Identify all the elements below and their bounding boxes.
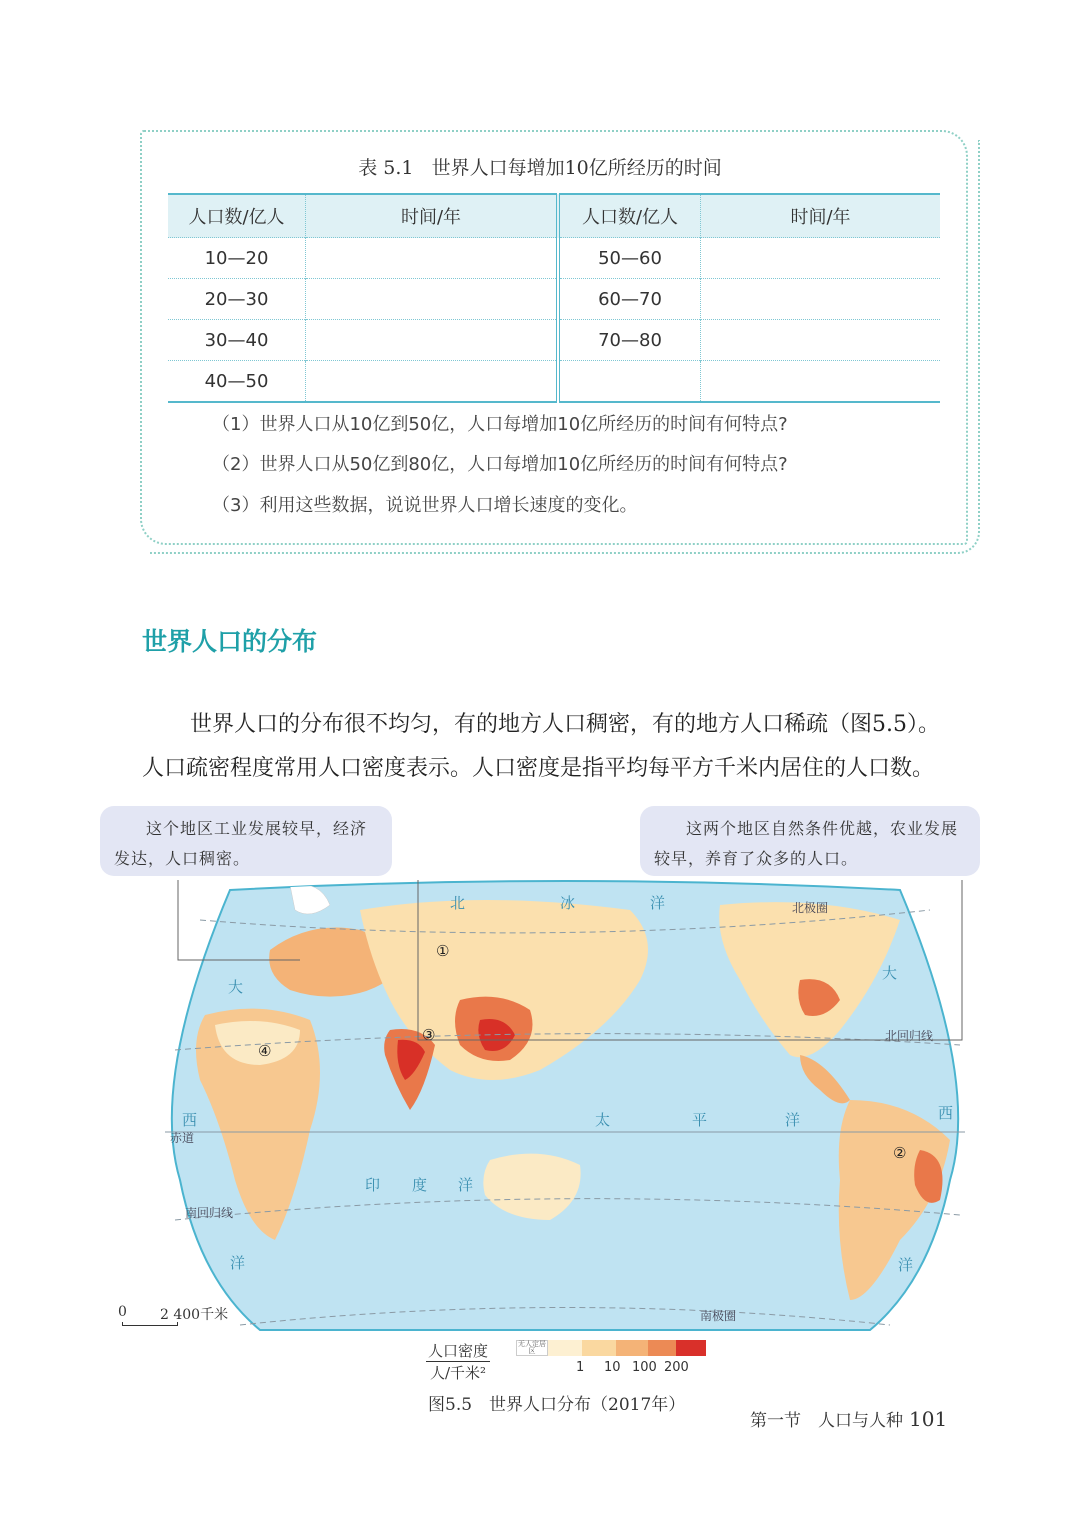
legend-title-top: 人口密度 bbox=[428, 1342, 489, 1360]
label-yang-pac: 洋 bbox=[785, 1111, 801, 1129]
legend-title-bottom: 人/千米² bbox=[429, 1364, 487, 1382]
label-bing: 冰 bbox=[560, 894, 576, 912]
table-header-cell: 时间/年 bbox=[701, 194, 941, 238]
table-cell bbox=[701, 320, 941, 361]
legend-tick-200: 200 bbox=[664, 1360, 689, 1375]
table-cell: 30—40 bbox=[168, 320, 306, 361]
table-cell bbox=[306, 361, 559, 403]
label-yang-right: 洋 bbox=[898, 1256, 914, 1274]
table-cell: 60—70 bbox=[558, 279, 701, 320]
marker-1: ① bbox=[436, 942, 450, 960]
table-cell bbox=[701, 361, 941, 403]
section-title: 世界人口的分布 bbox=[142, 627, 318, 656]
callout-left: 这个地区工业发展较早，经济发达，人口稠密。 bbox=[100, 806, 392, 876]
population-table bbox=[168, 193, 940, 403]
legend-swatch-5 bbox=[676, 1340, 706, 1356]
label-du: 度 bbox=[412, 1176, 428, 1194]
table-cell: 20—30 bbox=[168, 279, 306, 320]
label-north: 北 bbox=[450, 894, 466, 912]
table-caption bbox=[0, 153, 1080, 180]
legend-swatch-2 bbox=[582, 1340, 616, 1356]
table-cell: 10—20 bbox=[168, 238, 306, 279]
callout-right: 这两个地区自然条件优越，农业发展较早，养育了众多的人口。 bbox=[640, 806, 980, 876]
legend-swatch-1 bbox=[548, 1340, 582, 1356]
table-header-cell: 人口数/亿人 bbox=[168, 194, 306, 238]
question-2: （2）世界人口从50亿到80亿，人口每增加10亿所经历的时间有何特点? bbox=[212, 454, 788, 475]
table-cell: 70—80 bbox=[558, 320, 701, 361]
marker-4: ④ bbox=[258, 1042, 272, 1060]
question-1: （1）世界人口从10亿到50亿，人口每增加10亿所经历的时间有何特点? bbox=[212, 414, 788, 435]
legend-swatch-4 bbox=[648, 1340, 676, 1356]
world-population-map bbox=[160, 880, 970, 1335]
legend-title bbox=[426, 1340, 490, 1383]
table-cell bbox=[306, 320, 559, 361]
label-yang-left: 洋 bbox=[230, 1254, 246, 1272]
page-footer bbox=[750, 1406, 947, 1431]
legend-swatch-3 bbox=[616, 1340, 648, 1356]
table-cell bbox=[558, 361, 701, 403]
figure-caption: 图5.5 世界人口分布（2017年） bbox=[428, 1395, 686, 1415]
label-yang-ind: 洋 bbox=[458, 1176, 474, 1194]
table-row bbox=[168, 320, 940, 361]
label-tropic-capricorn: 南回归线 bbox=[185, 1206, 234, 1220]
table-cell bbox=[306, 279, 559, 320]
table-cell: 50—60 bbox=[558, 238, 701, 279]
marker-2: ② bbox=[893, 1144, 907, 1162]
label-xi-right: 西 bbox=[938, 1104, 954, 1122]
label-ping: 平 bbox=[692, 1111, 708, 1129]
label-arctic-circle: 北极圈 bbox=[792, 901, 829, 915]
paragraph-line-1: 世界人口的分布很不均匀，有的地方人口稠密，有的地方人口稀疏（图5.5）。 bbox=[190, 712, 940, 737]
footer-section: 第一节 人口与人种 bbox=[750, 1411, 903, 1431]
table-cell bbox=[701, 238, 941, 279]
label-yin: 印 bbox=[365, 1176, 381, 1194]
label-xi-left: 西 bbox=[182, 1111, 198, 1129]
table-caption-label: 表 5.1 bbox=[358, 157, 414, 179]
label-tai: 太 bbox=[595, 1111, 611, 1129]
table-header-cell: 时间/年 bbox=[306, 194, 559, 238]
page-number: 101 bbox=[909, 1407, 948, 1431]
legend-tick-1: 1 bbox=[576, 1360, 585, 1375]
table-cell bbox=[701, 279, 941, 320]
marker-3: ③ bbox=[422, 1026, 436, 1044]
paragraph-line-2: 人口疏密程度常用人口密度表示。人口密度是指平均每平方千米内居住的人口数。 bbox=[142, 756, 935, 781]
table-row bbox=[168, 279, 940, 320]
legend-tick-100: 100 bbox=[632, 1360, 657, 1375]
table-cell: 40—50 bbox=[168, 361, 306, 403]
label-tropic-cancer: 北回归线 bbox=[885, 1029, 934, 1043]
label-yang1: 洋 bbox=[650, 894, 666, 912]
label-da-left: 大 bbox=[228, 978, 244, 996]
table-caption-text: 世界人口每增加10亿所经历的时间 bbox=[431, 157, 722, 179]
table-header-cell: 人口数/亿人 bbox=[558, 194, 701, 238]
table-cell bbox=[306, 238, 559, 279]
label-antarctic-circle: 南极圈 bbox=[700, 1309, 737, 1323]
label-da-right: 大 bbox=[882, 964, 898, 982]
legend-no-people: 无人定居区 bbox=[518, 1340, 546, 1355]
table-row bbox=[168, 361, 940, 403]
label-equator: 赤道 bbox=[170, 1131, 195, 1145]
scale-bar bbox=[122, 1322, 178, 1326]
table-row bbox=[168, 238, 940, 279]
legend-tick-10: 10 bbox=[604, 1360, 621, 1375]
scale-zero: 0 bbox=[118, 1304, 127, 1320]
table-header-row bbox=[168, 194, 940, 238]
question-3: （3）利用这些数据，说说世界人口增长速度的变化。 bbox=[212, 495, 638, 516]
scale-value: 2 400千米 bbox=[160, 1307, 229, 1323]
